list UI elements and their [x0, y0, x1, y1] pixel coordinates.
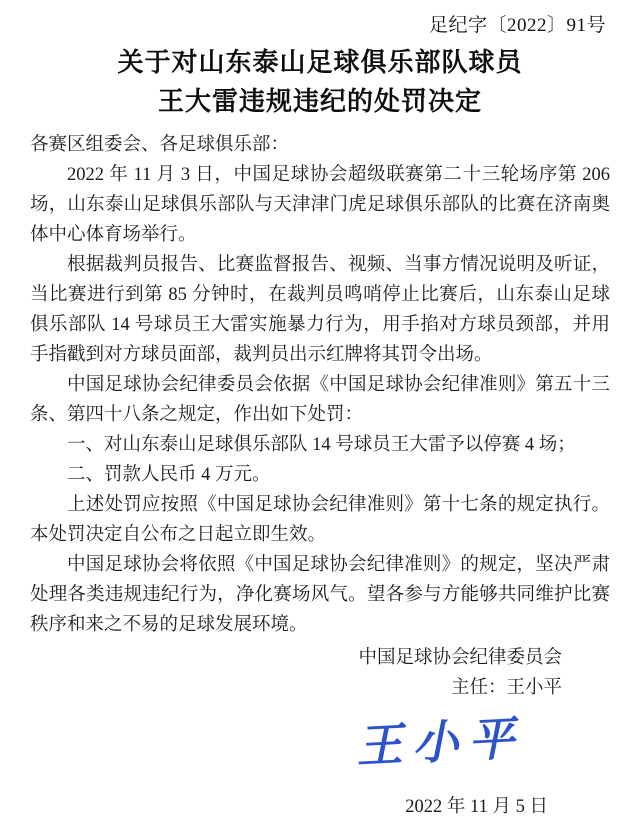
paragraph-1: 2022 年 11 月 3 日，中国足球协会超级联赛第二十三轮场序第 206 场，山东泰山足球俱乐部队与天津津门虎足球俱乐部队的比赛在济南奥体中心体育场举行。 — [30, 164, 610, 245]
signer-title: 主任：王小平 — [450, 678, 562, 699]
penalty-item-2: 二、罚款人民币 4 万元。 — [67, 464, 271, 485]
page-title — [30, 43, 610, 121]
paragraph-7: 中国足球协会将依照《中国足球协会纪律准则》的规定，坚决严肃处理各类违规违纪行为，净化赛场风气。望各参与方能够共同维护比赛秩序和来之不易的足球发展环境。 — [30, 554, 610, 635]
document-number: 足纪字〔2022〕91号 — [428, 15, 606, 36]
salutation: 各赛区组委会、各足球俱乐部： — [30, 135, 290, 155]
document-date: 2022 年 11 月 5 日 — [405, 797, 548, 818]
issuing-authority: 中国足球协会纪律委员会 — [358, 648, 562, 669]
penalty-item-1: 一、对山东泰山足球俱乐部队 14 号球员王大雷予以停赛 4 场； — [67, 434, 576, 455]
title-line-2: 王大雷违规违纪的处罚决定 — [157, 87, 482, 116]
handwritten-signature: 王小平 — [354, 711, 526, 774]
signature-block — [30, 644, 610, 704]
handwritten-signature-area — [30, 704, 610, 790]
paragraph-2: 根据裁判员报告、比赛监督报告、视频、当事方情况说明及听证，当比赛进行到第 85 分钟时，在裁判员鸣哨停止比赛后，山东泰山足球俱乐部队 14 号球员王大雷实施暴力行为，用手掐对方球员颈部，并用手指戳到对方球员面部，裁判员出示红牌将其罚令出场。 — [30, 254, 610, 365]
title-line-1: 关于对山东泰山足球俱乐部队球员 — [117, 48, 523, 77]
paragraph-6: 上述处罚应按照《中国足球协会纪律准则》第十七条的规定执行。本处罚决定自公布之日起立即生效。 — [30, 494, 610, 545]
paragraph-3: 中国足球协会纪律委员会依据《中国足球协会纪律准则》第五十三条、第四十八条之规定，作出如下处罚： — [30, 374, 610, 425]
